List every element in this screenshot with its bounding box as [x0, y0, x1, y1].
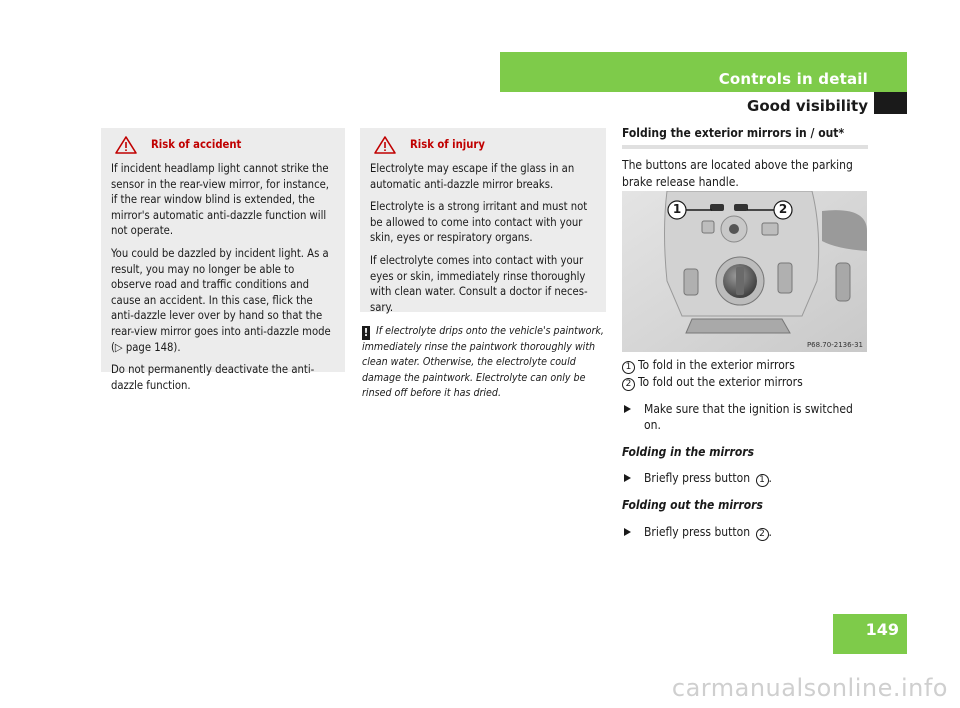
step-fold-out	[622, 524, 868, 541]
fold-in-heading: Folding in the mirrors	[622, 444, 754, 459]
photo-callout-2: 2	[778, 202, 788, 216]
step-fold-in	[622, 470, 868, 487]
warning-panel-injury	[360, 128, 606, 312]
legend-item	[622, 374, 868, 391]
paint-note	[362, 324, 606, 402]
mirror-buttons-photo	[622, 191, 867, 352]
legend-text: To fold in the exterior mirrors	[638, 358, 795, 372]
callout-number: 1	[756, 474, 769, 487]
instructions	[622, 357, 868, 541]
warning-panel-accident	[101, 128, 345, 392]
header-tab-marker	[874, 92, 907, 114]
warning-title: Risk of injury	[410, 138, 485, 152]
step-ignition: Make sure that the ignition is switched on.	[622, 401, 868, 434]
warning-paragraph: If electrolyte comes into contact with your eyes or skin, immediately rinse thoroughly with clean water. Consult a doctor if necessary.	[370, 253, 588, 314]
exclamation-icon: !	[363, 326, 369, 339]
section-title: Controls in detail	[718, 70, 868, 88]
callout-number: 2	[756, 528, 769, 541]
dashboard-illustration	[622, 191, 867, 352]
fold-out-heading: Folding out the mirrors	[622, 498, 763, 513]
step-period: .	[768, 471, 772, 486]
heading-rule	[622, 145, 868, 149]
photo-callout-1: 1	[672, 202, 682, 216]
subsection-title: Good visibility	[747, 97, 868, 115]
legend-item	[622, 357, 868, 374]
watermark: carmanualsonline.info	[671, 674, 948, 702]
page-number: 149	[865, 620, 899, 639]
right-column	[622, 125, 868, 190]
warning-paragraph: Electrolyte is a strong irritant and must not be allowed to come into contact with your skin, eyes or respiratory organs.	[370, 200, 588, 245]
callout-number: 1	[622, 361, 635, 374]
warning-paragraph: Electrolyte may escape if the glass in an automatic anti-dazzle mirror breaks.	[370, 162, 575, 191]
warning-title: Risk of accident	[151, 138, 242, 152]
step-text: Briefly press button	[644, 471, 751, 486]
step-period: .	[768, 524, 772, 539]
legend-text: To fold out the exterior mirrors	[638, 375, 803, 389]
warning-paragraph: You could be dazzled by incident light. As a result, you may no longer be able to observe road and traffic conditions and cause an accident. In this case, flick the anti-dazzle lever over by hand so that the rear-view mirror goes into anti-dazzle mode (▷ page 148).	[111, 246, 331, 354]
warning-triangle-icon	[115, 136, 137, 154]
photo-code: P68.70-2136-31	[806, 341, 863, 349]
callout-number: 2	[622, 378, 635, 391]
warning-paragraph: Do not permanently deactivate the anti-dazzle function.	[111, 363, 315, 392]
note-text: If electrolyte drips onto the vehicle's paintwork, immediately rinse the paintwork thoroughly with clean water. Otherwise, the electrolyte could damage the paintwork. Electrolyte can only be rinsed off before it has dried.	[362, 325, 604, 400]
warning-triangle-icon	[374, 136, 396, 154]
intro-text: The buttons are located above the parking brake release handle.	[622, 158, 853, 189]
step-text: Briefly press button	[644, 524, 751, 539]
warning-paragraph: If incident headlamp light cannot strike the sensor in the rear-view mirror, for instance, if the rear window blind is extended, the mirror's automatic anti-dazzle function will not operate.	[111, 162, 329, 238]
section-heading: Folding the exterior mirrors in / out*	[622, 126, 845, 140]
